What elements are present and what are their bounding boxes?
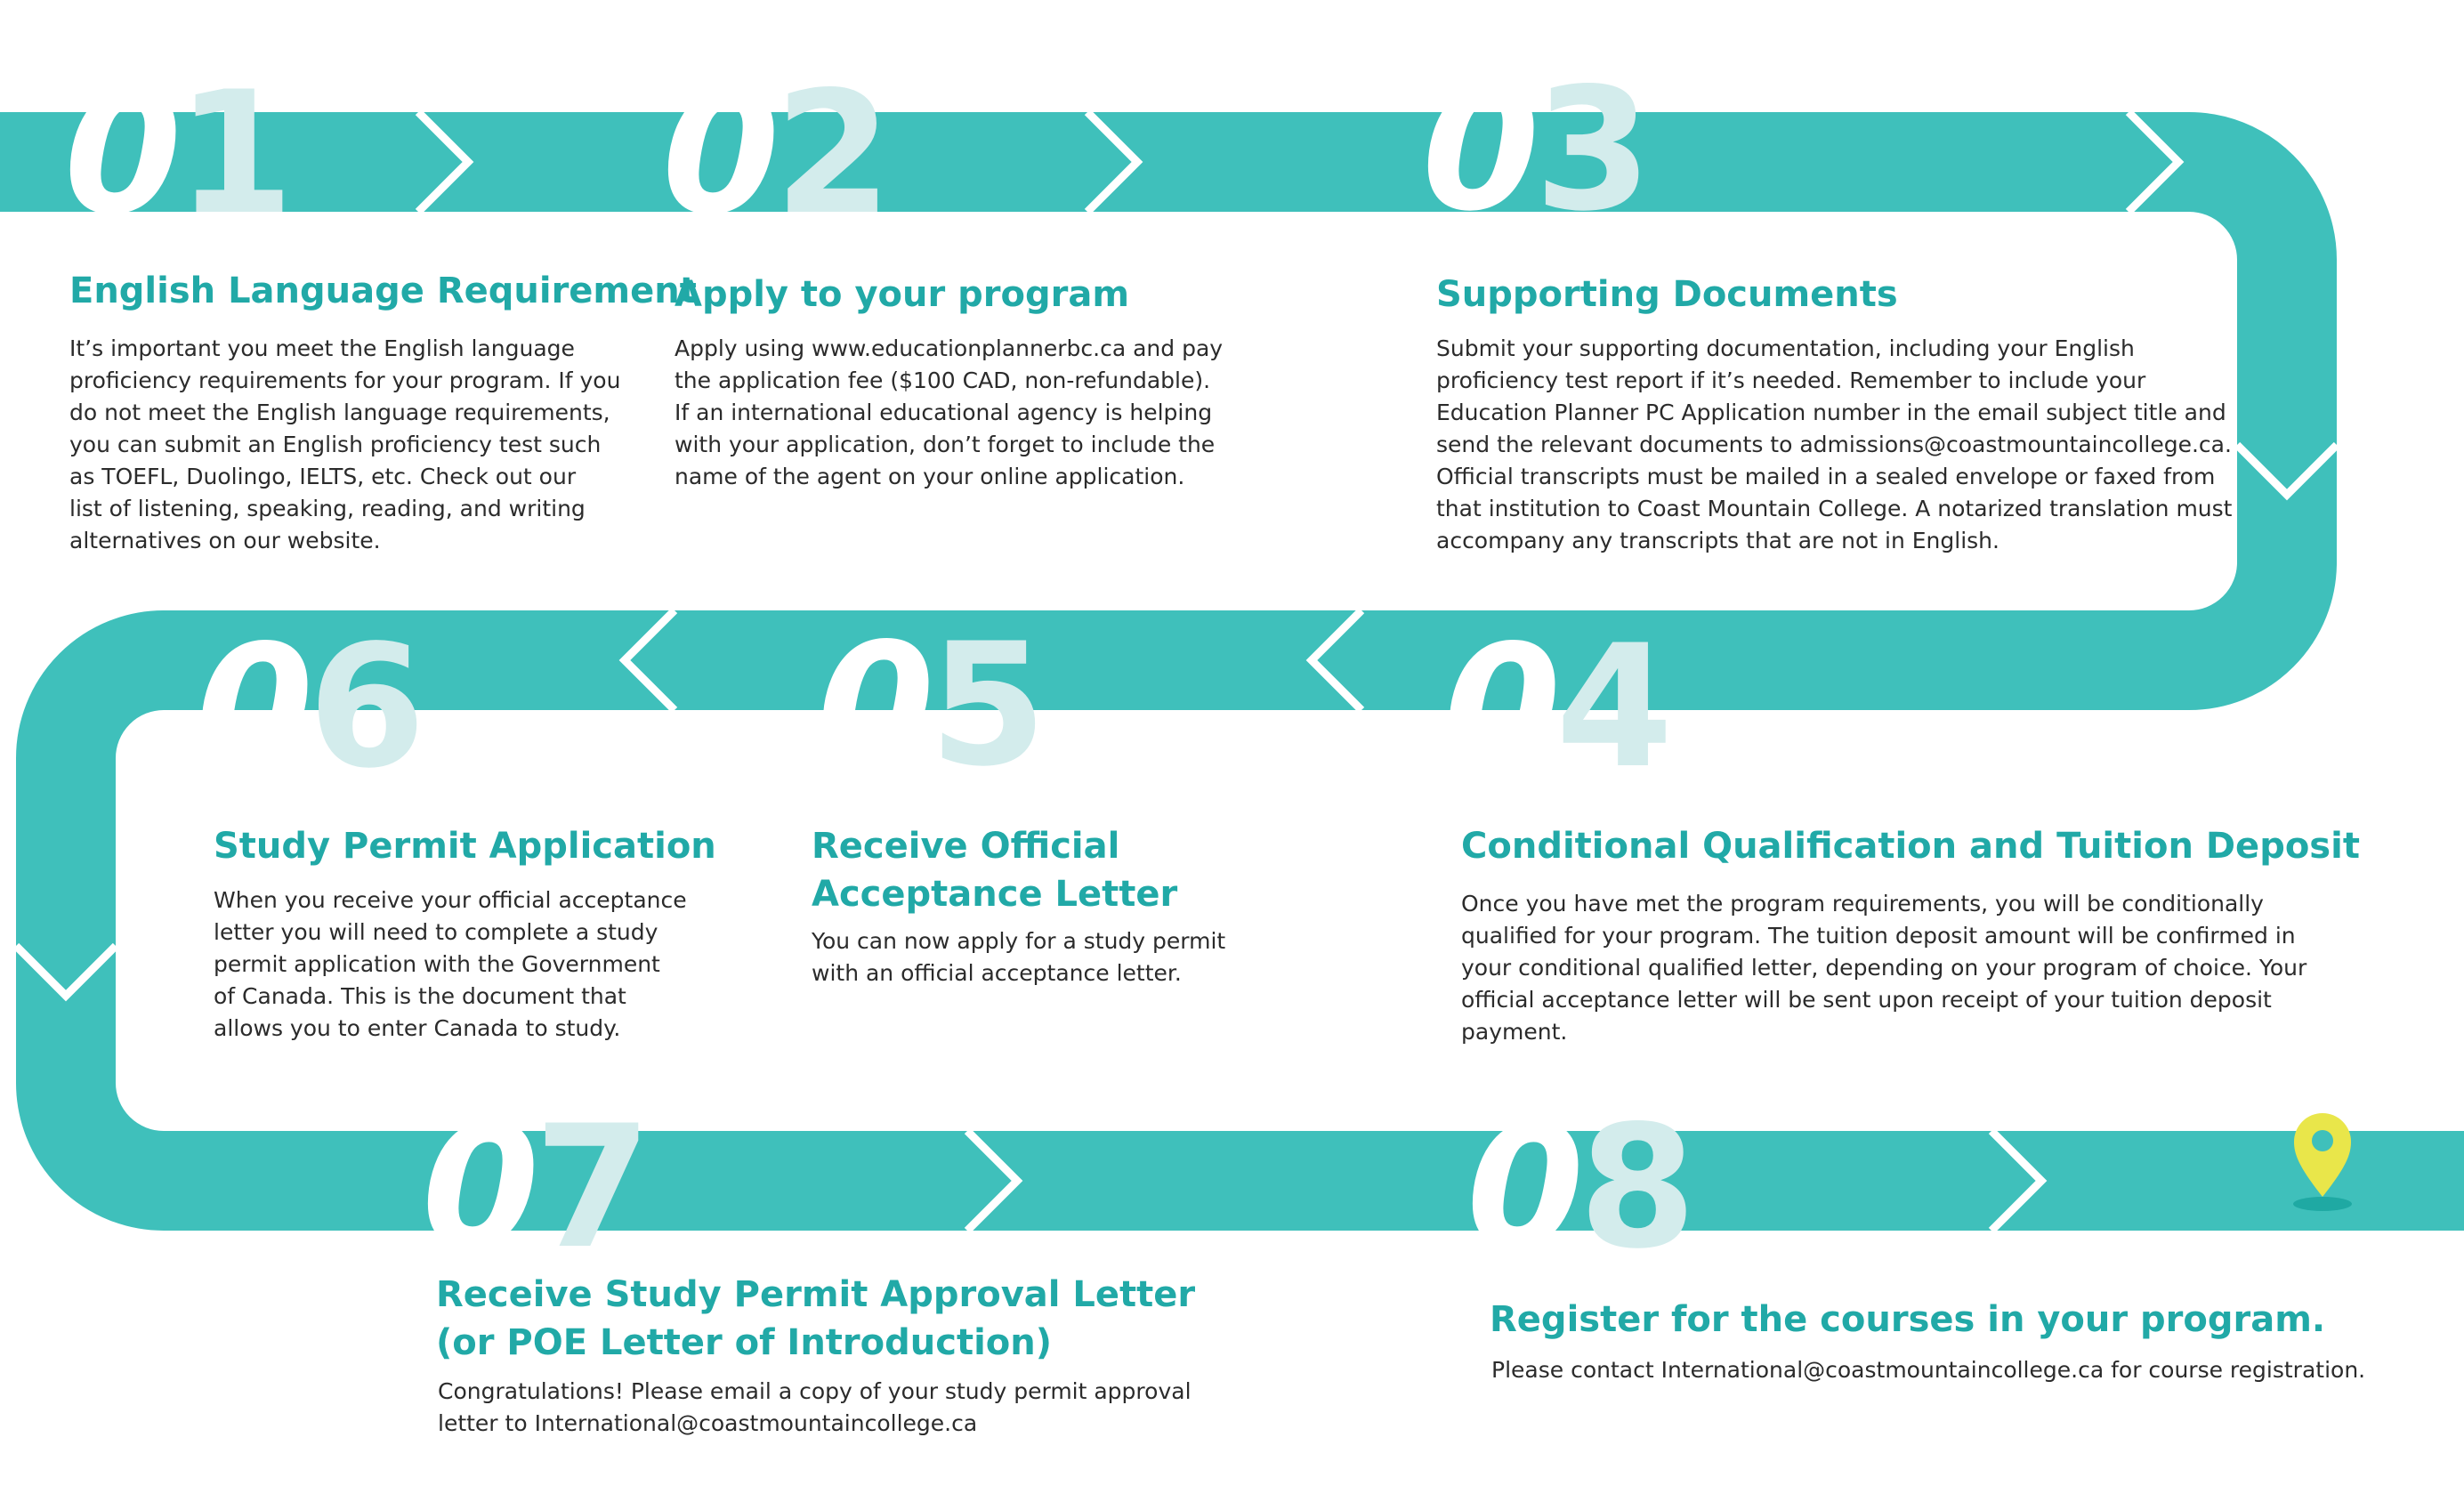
step-number-digit: 0 xyxy=(422,1089,535,1286)
step-number-digit: 2 xyxy=(774,55,887,252)
step-number-05 xyxy=(817,607,1042,803)
step-number-digit: 5 xyxy=(929,607,1042,803)
step-title-study-permit-approval: Receive Study Permit Approval Letter (or POE Letter of Introduction) xyxy=(436,1274,1196,1363)
step-title-apply: Apply to your program xyxy=(675,274,1130,315)
step-number-digit: 4 xyxy=(1555,609,1668,805)
step-body-study-permit-application: When you receive your official acceptance letter you will need to complete a study permit application with the Government of Canada. This is the document that allows you to enter Canada to study. xyxy=(214,887,687,1041)
step-number-07 xyxy=(422,1089,647,1286)
step-number-digit: 1 xyxy=(176,55,289,252)
step-number-digit: 0 xyxy=(196,609,309,805)
step-title-register-courses: Register for the courses in your program. xyxy=(1490,1299,2326,1340)
step-body-english-language: It’s important you meet the English language proficiency requirements for your program. If you do not meet the English language requirements, you can submit an English proficiency test such as TOEFL, Duolingo, IELTS, etc. Check out our list of listening, speaking, reading, and writing alternatives on our website. xyxy=(69,335,621,553)
step-body-conditional-qualification: Once you have met the program requirements, you will be conditionally qualified for your program. The tuition deposit amount will be confirmed in your conditional qualified letter, depending on your program of choice. Your official acceptance letter will be sent upon receipt of your tuition deposit payment. xyxy=(1461,891,2307,1045)
step-number-digit: 8 xyxy=(1579,1089,1692,1286)
step-number-03 xyxy=(1422,52,1647,248)
step-number-digit: 0 xyxy=(662,55,775,252)
step-body-study-permit-approval: Congratulations! Please email a copy of your study permit approval letter to International@coastmountaincollege.ca xyxy=(438,1378,1192,1436)
step-title-official-acceptance: Receive Official Acceptance Letter xyxy=(812,826,1178,915)
step-number-06 xyxy=(196,609,421,805)
step-number-08 xyxy=(1466,1089,1692,1286)
step-title-conditional-qualification: Conditional Qualification and Tuition Deposit xyxy=(1461,826,2360,867)
step-number-digit: 0 xyxy=(1443,609,1556,805)
step-title-english-language: English Language Requirement xyxy=(69,271,697,311)
step-number-digit: 7 xyxy=(534,1089,647,1286)
step-body-apply: Apply using www.educationplannerbc.ca and pay the application fee ($100 CAD, non-refundable). If an international educational agency is helping with your application, don’t forget to include the name of the agent on your online application. xyxy=(675,335,1224,489)
step-number-digit: 6 xyxy=(308,609,421,805)
step-number-01 xyxy=(64,55,289,252)
step-number-digit: 3 xyxy=(1534,52,1647,248)
step-number-04 xyxy=(1443,609,1668,805)
step-number-digit: 0 xyxy=(64,55,177,252)
step-title-supporting-documents: Supporting Documents xyxy=(1436,274,1898,315)
step-body-official-acceptance: You can now apply for a study permit with an official acceptance letter. xyxy=(812,928,1226,986)
step-number-digit: 0 xyxy=(1422,52,1535,248)
step-body-register-courses: Please contact International@coastmountaincollege.ca for course registration. xyxy=(1491,1357,2366,1383)
step-body-supporting-documents: Submit your supporting documentation, including your English proficiency test report if it’s needed. Remember to include your Education Planner PC Application number in the email subject title and send the relevant documents to admissions@coastmountaincollege.ca. Official transcripts must be mailed in a sealed envelope or faxed from that institution to Coast Mountain College. A notarized translation must accompany any transcripts that are not in English. xyxy=(1436,335,2233,553)
step-number-02 xyxy=(662,55,887,252)
step-number-digit: 0 xyxy=(817,607,930,803)
step-title-study-permit-application: Study Permit Application xyxy=(214,826,716,867)
step-number-digit: 0 xyxy=(1466,1089,1579,1286)
